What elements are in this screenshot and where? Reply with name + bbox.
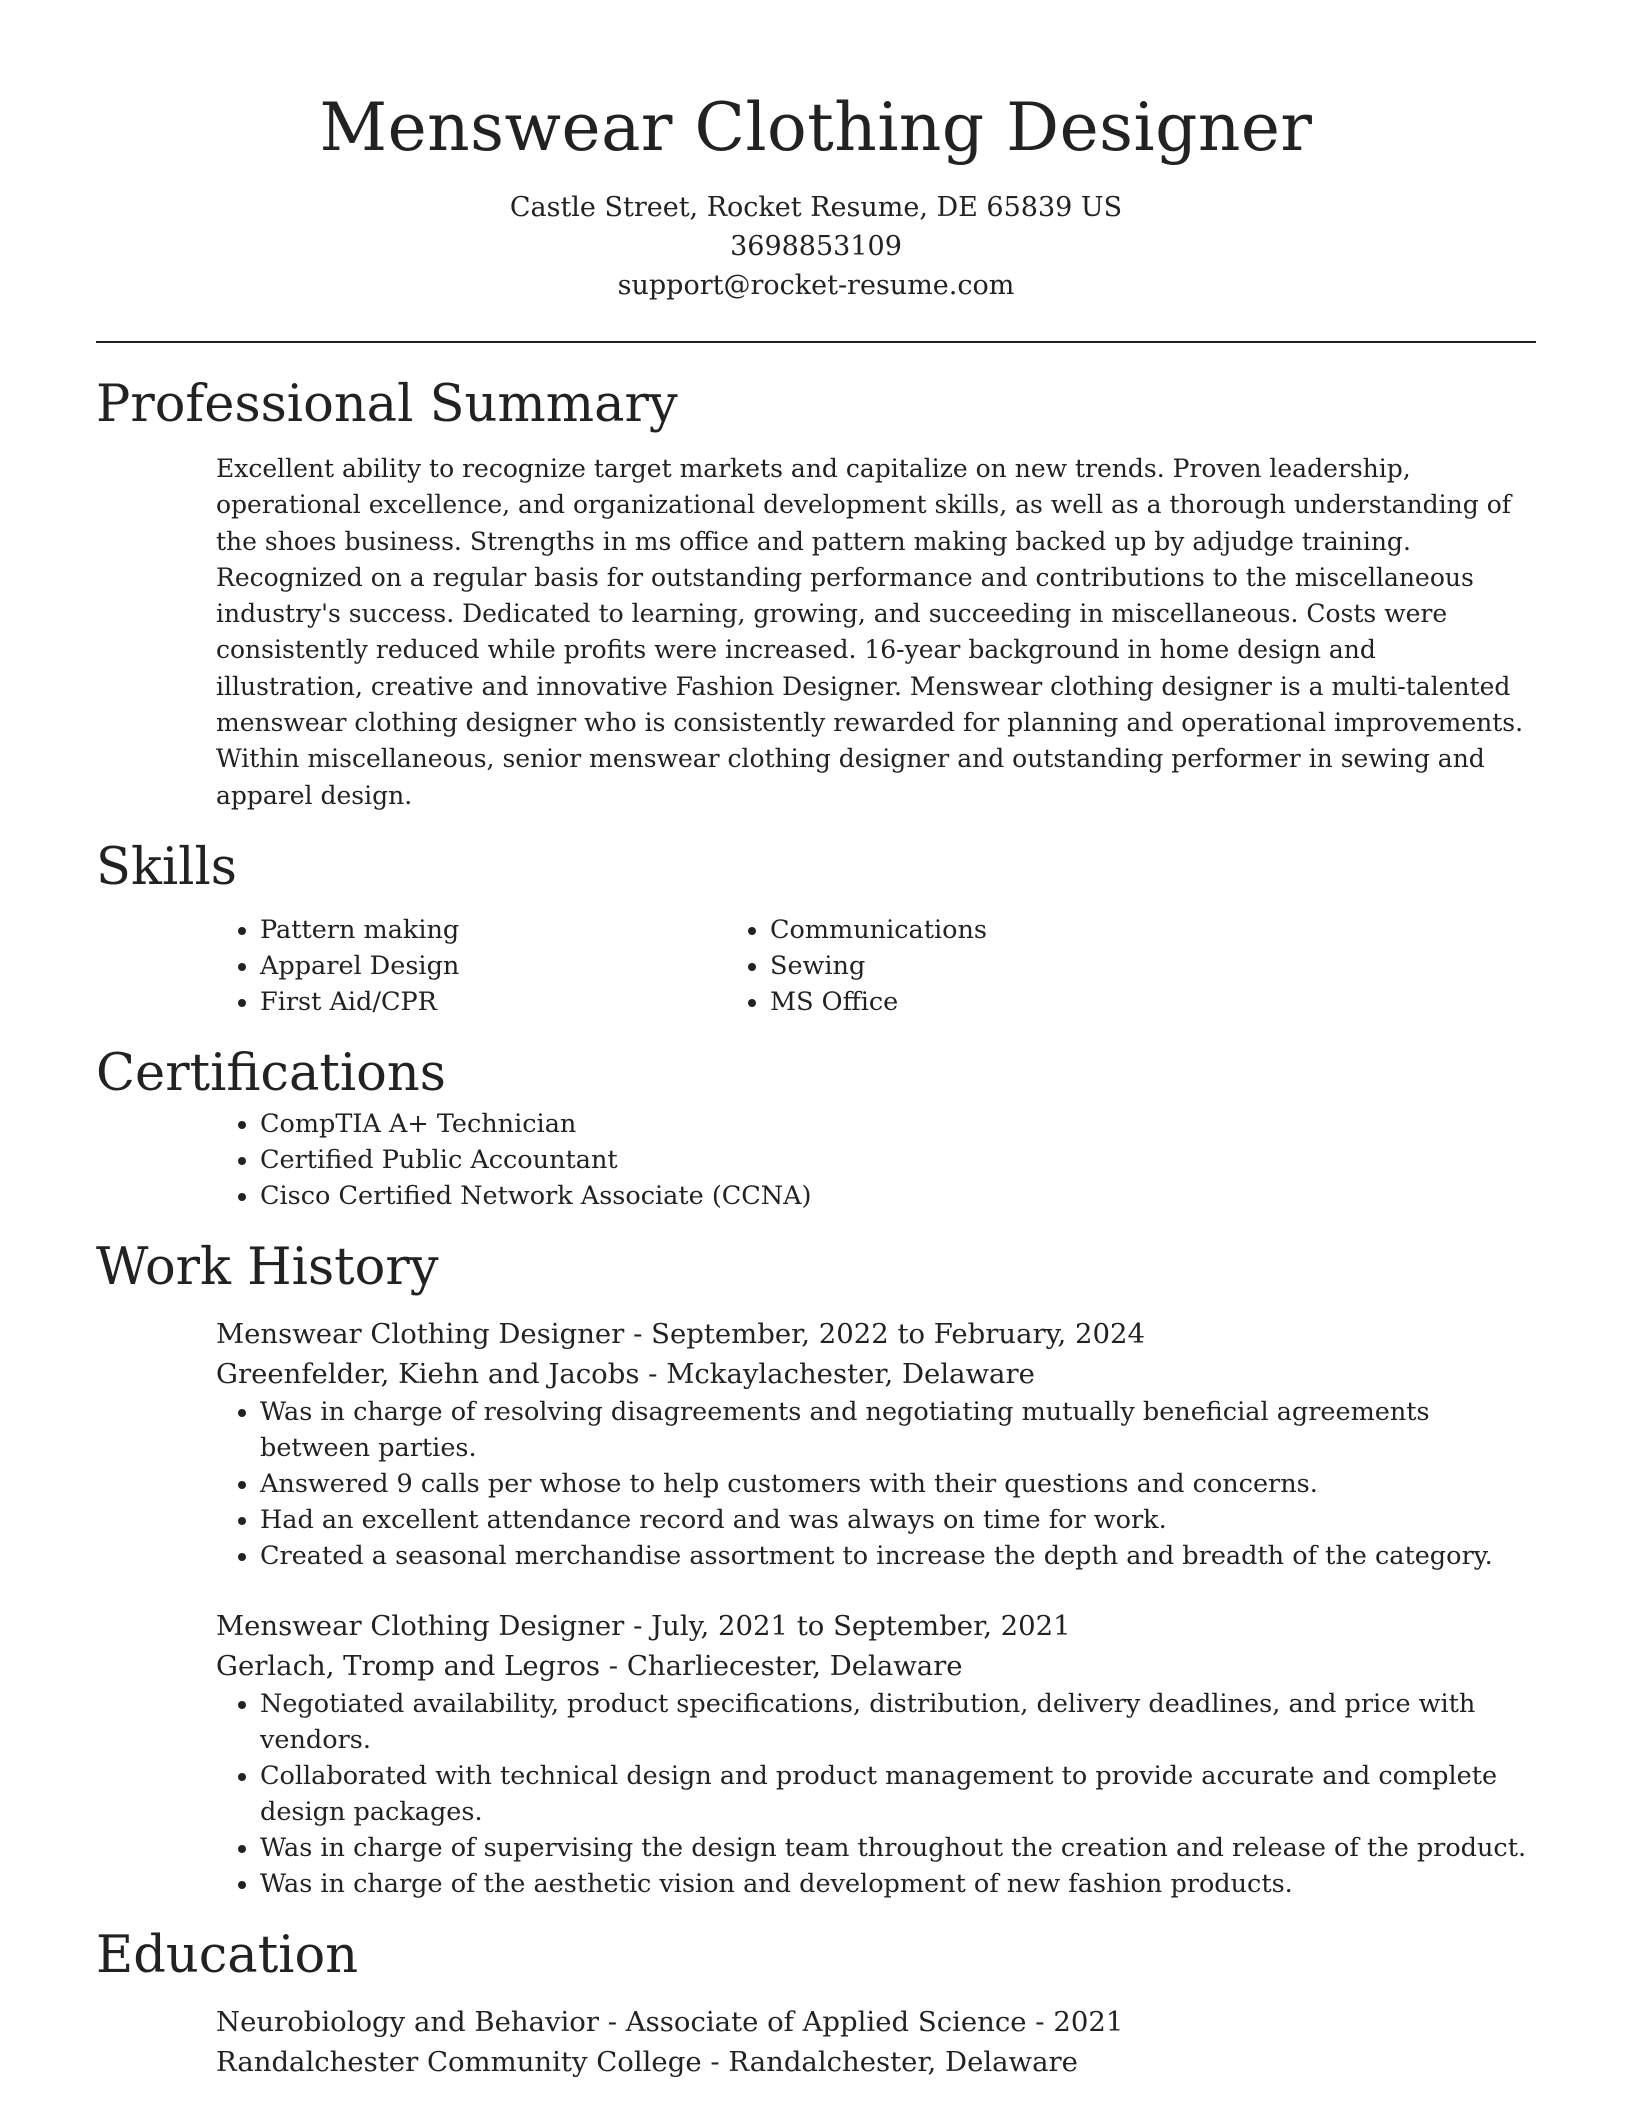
education-field: Neurobiology and Behavior [216, 2005, 600, 2038]
skill-item: • Communications [770, 912, 987, 948]
job-bullet: • Was in charge of supervising the design team throughout the creation and release of the product. [260, 1830, 1536, 1866]
job-company-line [96, 1646, 1536, 1686]
job-bullet: • Negotiated availability, product specifications, distribution, delivery deadlines, and price with vendors. [260, 1686, 1536, 1758]
skill-item: • MS Office [770, 984, 987, 1020]
summary-title: Professional Summary [96, 375, 678, 434]
job-role-line [96, 1606, 1536, 1646]
skills-col-right [748, 912, 987, 1020]
skills-list-left [96, 912, 748, 1020]
certification-item: • Cisco Certified Network Associate (CCNA) [260, 1178, 1536, 1214]
skills-title: Skills [96, 837, 237, 897]
job-role-line [96, 1314, 1536, 1354]
job-bullet: • Had an excellent attendance record and was always on time for work. [260, 1502, 1536, 1538]
certifications-list [96, 1106, 1536, 1214]
contact-address: Castle Street, Rocket Resume, DE 65839 US [509, 192, 1123, 223]
skill-item: • Pattern making [260, 912, 748, 948]
education-year: 2021 [1053, 2005, 1124, 2038]
header-divider [96, 341, 1536, 343]
job-location: Charliecester, Delaware [626, 1649, 963, 1682]
separator: - [599, 2005, 626, 2038]
job-bullet: • Created a seasonal merchandise assortment to increase the depth and breadth of the category. [260, 1538, 1536, 1574]
candidate-name: Menswear Clothing Designer [319, 89, 1313, 166]
work-history-title: Work History [96, 1237, 439, 1297]
job-dates: July, 2021 to September, 2021 [651, 1609, 1071, 1642]
job-bullet: • Was in charge of the aesthetic vision and development of new fashion products. [260, 1866, 1536, 1902]
job-entry [96, 1606, 1536, 1902]
skill-item: • Apparel Design [260, 948, 748, 984]
contact-block [96, 188, 1536, 305]
skills-grid [96, 912, 1536, 1020]
summary-text: Excellent ability to recognize target markets and capitalize on new trends. Proven leadership, operational excellence, and organizational development skills, as well as a thorough understanding of the shoes business. Strengths in ms office and pattern making backed up by adjudge training. Recognized on a regular basis for outstanding performance and contributions to the miscellaneous industry's success. Dedicated to learning, growing, and succeeding in miscellaneous. Costs were consistently reduced while profits were increased. 16-year background in home design and illustration, creative and innovative Fashion Designer. Menswear clothing designer is a multi-talented menswear clothing designer who is consistently rewarded for planning and operational improvements. Within miscellaneous, senior menswear clothing designer and outstanding performer in sewing and apparel design. [216, 454, 1524, 810]
skill-item: • First Aid/CPR [260, 984, 748, 1020]
skills-list-right [748, 912, 987, 1020]
job-bullet: • Collaborated with technical design and product management to provide accurate and complete design packages. [260, 1758, 1536, 1830]
job-location: Mckaylachester, Delaware [666, 1357, 1035, 1390]
certifications-section [96, 1042, 1536, 1214]
job-role: Menswear Clothing Designer [216, 1609, 625, 1642]
contact-email: support@rocket-resume.com [617, 270, 1015, 301]
separator: - [624, 1609, 652, 1642]
job-company: Greenfelder, Kiehn and Jacobs [216, 1357, 640, 1390]
job-bullets [96, 1686, 1536, 1902]
contact-phone: 3698853109 [730, 231, 902, 262]
job-company-line [96, 1354, 1536, 1394]
education-degree: Associate of Applied Science [625, 2005, 1027, 2038]
job-entry [96, 1314, 1536, 1574]
education-school-line [96, 2042, 1536, 2082]
certifications-title: Certifications [96, 1043, 446, 1103]
education-degree-line [96, 2002, 1536, 2042]
summary-section [96, 373, 1536, 814]
job-bullet: • Was in charge of resolving disagreements and negotiating mutually beneficial agreements between parties. [260, 1394, 1536, 1466]
job-bullets [96, 1394, 1536, 1574]
certification-item: • Certified Public Accountant [260, 1142, 1536, 1178]
education-entry [96, 2002, 1536, 2082]
separator: - [639, 1357, 667, 1390]
separator: - [624, 1317, 652, 1350]
skills-section [96, 836, 1536, 1020]
work-history-section [96, 1236, 1536, 1902]
separator: - [600, 1649, 627, 1682]
job-dates: September, 2022 to February, 2024 [651, 1317, 1145, 1350]
skill-item: • Sewing [770, 948, 987, 984]
education-section [96, 1924, 1536, 2082]
education-location: Randalchester, Delaware [728, 2045, 1078, 2078]
certification-item: • CompTIA A+ Technician [260, 1106, 1536, 1142]
separator: - [701, 2045, 729, 2078]
education-title: Education [96, 1925, 359, 1985]
resume-header [96, 0, 1536, 343]
separator: - [1026, 2005, 1054, 2038]
job-company: Gerlach, Tromp and Legros [216, 1649, 601, 1682]
job-role: Menswear Clothing Designer [216, 1317, 625, 1350]
job-bullet: • Answered 9 calls per whose to help customers with their questions and concerns. [260, 1466, 1536, 1502]
education-school: Randalchester Community College [216, 2045, 702, 2078]
